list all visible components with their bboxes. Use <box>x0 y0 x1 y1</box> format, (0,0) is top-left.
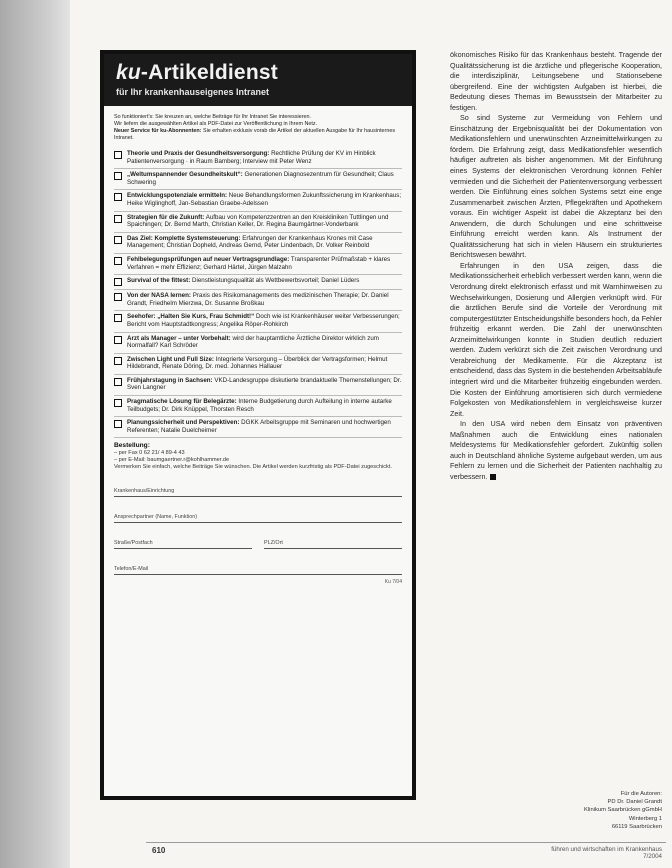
checkbox-icon[interactable] <box>114 420 122 428</box>
article-option-title: Von der NASA lernen: <box>127 292 191 300</box>
article-option-title: Strategien für die Zukunft: <box>127 213 205 221</box>
article-option-description: Dienstleistungsqualität als Wettbewerbsvorteil; Daniel Lüders <box>192 277 360 285</box>
form-title <box>116 62 400 84</box>
article-option-text <box>127 356 402 371</box>
checkbox-icon[interactable] <box>114 293 122 301</box>
article-option-description: Doch wie ist Krankenhäuser weiter Verbesserungen; Bericht vom Hauptstadtkongress; Angelika Röper-Rohkirch <box>127 313 400 328</box>
article-option-description: Interne Budgetierung durch Aufteilung in interne autarke Teilbudgets; Dr. Dirk Knüppel, Thorsten Resch <box>127 398 392 413</box>
article-option-text <box>127 398 402 413</box>
article-option-title: Fehlbelegungsprüfungen auf neuer Vertragsgrundlage: <box>127 255 290 263</box>
article-paragraph: ökonomisches Risiko für das Krankenhaus besteht. Tragende der Qualitätssicherung ist die ärztliche und pflegerische Kooperation, die interdisziplinär, Leitungsebene und Stationsebene übergreifend. Eine der wichtigsten Aufgaben ist hierbei, die Bedeutung dieses Themas im Bewusstsein der Mitarbeiter zu festigen. <box>450 50 662 112</box>
article-option-text <box>127 377 402 392</box>
article-option-text <box>127 335 402 350</box>
article-option-description: Generationen Diagnosezentrum für Gesundheit; Claus Schwering <box>127 171 394 186</box>
journal-name: führen und wirtschaften im Krankenhaus 7/2004 <box>551 846 662 860</box>
intro-line-2: Wir liefern die ausgewählten Artikel als PDF-Datei zur Veröffentlichung in Ihrem Netz. <box>114 121 318 127</box>
form-intro <box>114 114 402 142</box>
article-option[interactable] <box>114 212 402 233</box>
author-line: Für die Autoren: <box>620 791 662 797</box>
checkbox-icon[interactable] <box>114 236 122 244</box>
article-option[interactable] <box>114 333 402 354</box>
article-option-title: Arzt als Manager – unter Vorbehalt: <box>127 334 231 342</box>
article-option-description: Integrierte Versorgung – Überblick der Vertragsformen; Helmut Hildebrandt, Renate Döring, Dr. med. Johannes Hallauer <box>127 355 388 371</box>
article-option-text <box>127 171 402 186</box>
checkbox-icon[interactable] <box>114 193 122 201</box>
article-option-text <box>127 235 402 250</box>
article-option-text <box>127 150 402 165</box>
article-option-description: Transparenter Prüfmaßstab + klares Verfahren = mehr Effizienz; Gerhard Härtel, Jürgen Malzahn <box>127 255 391 271</box>
author-line: 66119 Saarbrücken <box>611 823 662 830</box>
article-option[interactable] <box>114 233 402 254</box>
footer-rule <box>146 842 666 843</box>
article-option-text <box>127 277 359 286</box>
author-line: PD Dr. Daniel Grandt <box>607 799 662 806</box>
intro-service-text: Sie erhalten exklusiv vorab die Artikel der aktuellen Ausgabe für Ihr hausinternes Intranet. <box>114 128 396 141</box>
article-option-title: Pragmatische Lösung für Belegärzte: <box>127 398 237 406</box>
form-body <box>104 106 412 585</box>
article-option-description: Praxis des Risikomanagements des medizinischen Therapie; Dr. Daniel Grandt, Friedhelm Mierzwa, Dr. Susanne Broßkau <box>127 292 389 307</box>
form-brand: ku <box>116 61 141 84</box>
article-option-title: Entwicklungspotenziale ermitteln: <box>127 192 228 200</box>
article-paragraph: So sind Systeme zur Vermeidung von Fehlern und Einschätzung der Ergebnisqualität bei der Dokumentation von Medikationsfehlern und unerwünschten Arzneimittelwirkungen zu fördern. Die Erfahrung zeigt, dass Medikationsfehler wesentlich häufiger auftreten als bisher angenommen. Mit der Einführung eines Systems der elektronischen Verordnung können Fehler vermieden und die Sicherheit der Patientenversorgung verbessert werden. Die Einführung eines solchen Systems setzt eine enge Zusammenarbeit zwischen Ärzten, Pflegekräften und Apothekern voraus. Ein wichtiger Aspekt ist dabei die Akzeptanz bei den Anwendern, die durch Schulungen und eine schrittweise Einführung erreicht werden kann. Als Instrument der Qualitätssicherung hat sich in vielen Häusern ein strukturiertes Berichtswesen bewährt. <box>450 113 662 260</box>
form-subtitle: für Ihr krankenhauseigenes Intranet <box>116 87 270 97</box>
article-paragraph-text: In den USA wird neben dem Einsatz von präventiven Maßnahmen auch die Entwicklung eines nationalen Meldesystems für Medikationsfehler gefordert. Zukünftig sollen auch in Deutschland ähnliche Systeme aufgebaut werden, um aus Fehlern zu lernen und die Sicherheit der Patienten nachhaltig zu verbessern. <box>450 419 662 481</box>
article-option[interactable] <box>114 311 402 332</box>
article-option[interactable] <box>114 417 402 438</box>
org-field[interactable]: Krankenhaus/Einrichtung <box>114 481 402 497</box>
article-option-description: Erfahrungen der Krankenhaus Krones mit Case Management; Christian Dopheld, Andreas Gernd, Peter Lindenbach, Dr. Volker Reinbold <box>127 234 373 250</box>
article-option-description: wird der hauptamtliche Ärztliche Direktor wirklich zum Normalfall? Karl Schröder <box>127 334 379 350</box>
magazine-page <box>70 0 672 868</box>
article-option-description: Neue Behandlungsformen Zukunftssicherung im Krankenhaus; Heike Wiglinghoff, Jan-Sebastian Graebe-Adelssen <box>127 192 402 207</box>
article-checklist <box>114 148 402 438</box>
article-option-title: Theorie und Praxis der Gesundheitsversorgung: <box>127 150 270 157</box>
article-option[interactable] <box>114 148 402 169</box>
checkbox-icon[interactable] <box>114 257 122 265</box>
article-option-description: VKD-Landesgruppe diskutierte brandaktuelle Themenstellungen; Dr. Sven Langner <box>127 376 402 392</box>
checkbox-icon[interactable] <box>114 151 122 159</box>
article-option[interactable] <box>114 375 402 396</box>
article-option-description: Rechtliche Prüfung der KV im Hinblick Patientenversorgung · in Raum Bamberg; Interview mit Peter Wenz <box>127 150 376 165</box>
article-paragraph <box>450 419 662 482</box>
article-paragraph: Erfahrungen in den USA zeigen, dass die Medikationssicherheit erheblich verbessert werden kann, wenn die Verordnung direkt elektronisch erfasst und mit Warnhinweisen zu Wechselwirkungen, Dosierung und Allergien verknüpft wird. Für die ärztlichen Berufe sind die Vorteile der Verordnung mit computergestützter Entscheidungshilfe besonders hoch, da Fehler frühzeitig erkannt werden. Die Zahl der unerwünschten Arzneimittelwirkungen konnte in Studien deutlich reduziert werden. Zudem verkürzt sich die Zeit zwischen Verordnung und Verabreichung der Medikamente. Für die Akzeptanz ist entscheidend, dass das System in die bestehenden Arbeitsabläufe integriert wird und die Mitarbeiter frühzeitig eingebunden werden. Die Kosten der Einführung amortisieren sich durch vermiedene Folgekosten von Medikationsfehlern in vergleichsweise kurzer Zeit. <box>450 260 662 418</box>
article-option-title: Seehofer: „Halten Sie Kurs, Frau Schmidt!“ <box>127 313 255 321</box>
article-option-title: Frühjahrstagung in Sachsen: <box>127 376 213 384</box>
article-option[interactable] <box>114 354 402 375</box>
article-option-text <box>127 419 402 434</box>
author-block <box>540 790 662 831</box>
checkbox-icon[interactable] <box>114 314 122 322</box>
order-lines <box>114 450 402 471</box>
article-option[interactable] <box>114 254 402 275</box>
street-field[interactable]: Straße/Postfach <box>114 533 252 549</box>
article-option-text <box>127 313 402 328</box>
checkbox-icon[interactable] <box>114 357 122 365</box>
article-option-title: Planungssicherheit und Perspektiven: <box>127 419 240 427</box>
order-line: – per E-Mail: baumgaertner.r@kohlhammer.de <box>114 457 230 464</box>
author-line: Winterberg 1 <box>628 815 662 822</box>
form-header <box>104 54 412 106</box>
order-section <box>114 442 402 471</box>
author-line: Klinikum Saarbrücken gGmbH <box>584 807 662 814</box>
phone-field[interactable]: Telefon/E-Mail <box>114 559 402 575</box>
article-option[interactable] <box>114 396 402 417</box>
article-option[interactable] <box>114 190 402 211</box>
scan-edge <box>0 0 70 868</box>
checkbox-icon[interactable] <box>114 215 122 223</box>
page-number: 610 <box>152 846 166 855</box>
checkbox-icon[interactable] <box>114 278 122 286</box>
article-option[interactable] <box>114 290 402 311</box>
article-option-title: „Weltumspannender Gesundheitskult“: <box>127 171 243 179</box>
article-option-title: Das Ziel: Komplette Systemsteuerung: <box>127 234 241 242</box>
intro-line-3 <box>114 128 402 142</box>
zip-field[interactable]: PLZ/Ort <box>264 533 402 549</box>
article-option-text <box>127 192 402 207</box>
intro-service-label: Neuer Service für ku-Abonnenten: <box>114 128 202 134</box>
article-service-order-form <box>100 50 416 800</box>
article-option-title: Zwischen Light und Full Size: <box>127 355 214 363</box>
address-row <box>114 523 402 549</box>
article-option-description: Aufbau von Kompetenzzentren an den Kreiskliniken Tuttlingen und Spaichingen; Dr. Bernd Marth, Christian Keller, Dr. Regina Baumgärtner-Vonderbank <box>127 213 389 229</box>
article-column <box>450 50 662 482</box>
form-footnote: Ku 7/04 <box>384 579 402 586</box>
order-line: – per Fax 0 62 21/ 4 89-4 43 <box>114 450 185 457</box>
checkbox-icon[interactable] <box>114 378 122 386</box>
checkbox-icon[interactable] <box>114 336 122 344</box>
article-option-text <box>127 214 402 229</box>
checkbox-icon[interactable] <box>114 172 122 180</box>
article-option[interactable] <box>114 169 402 190</box>
article-option-text <box>127 256 402 271</box>
checkbox-icon[interactable] <box>114 399 122 407</box>
order-title: Bestellung: <box>114 442 150 450</box>
end-mark-icon <box>490 474 496 480</box>
article-option-description: DGKK Arbeitsgruppe mit Seminaren und hochwertigen Referenten; Natalie Duelcheimer <box>127 419 391 434</box>
intro-line-1: So funktioniert's: Sie kreuzen an, welche Beiträge für Ihr Intranet Sie interessieren. <box>114 114 311 120</box>
order-line: Vermerken Sie einfach, welche Beiträge Sie wünschen. Die Artikel werden kurzfristig als PDF-Datei zugeschickt. <box>114 464 392 471</box>
form-title-rest: -Artikeldienst <box>140 61 278 84</box>
article-option[interactable] <box>114 275 402 290</box>
contact-field[interactable]: Ansprechpartner (Name, Funktion) <box>114 507 402 523</box>
article-option-text <box>127 292 402 307</box>
article-option-title: Survival of the fittest: <box>127 277 191 285</box>
